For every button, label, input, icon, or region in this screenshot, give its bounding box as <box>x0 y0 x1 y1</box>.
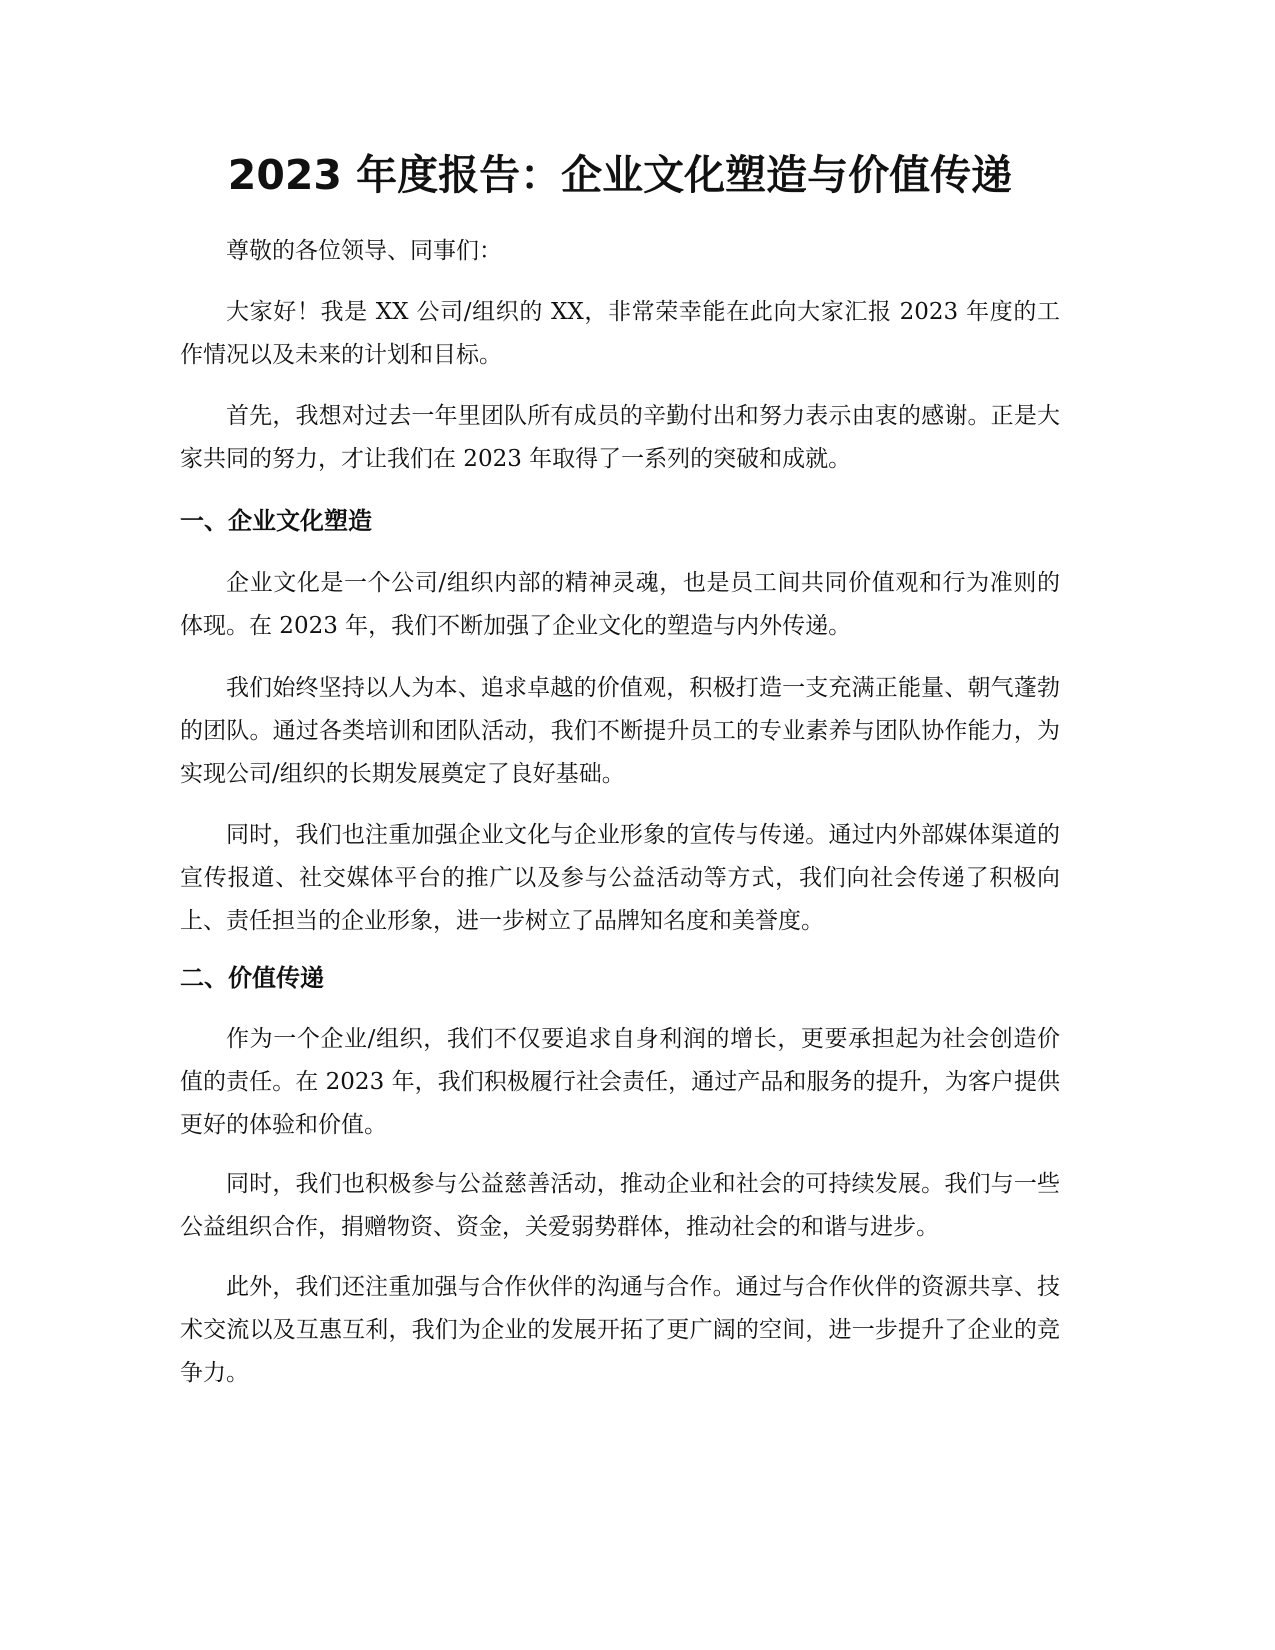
culture-paragraph-3: 同时，我们也注重加强企业文化与企业形象的宣传与传递。通过内外部媒体渠道的宣传报道、社交媒体平台的推广以及参与公益活动等方式，我们向社会传递了积极向上、责任担当的企业形象，进一步树立了品牌知名度和美誉度。 <box>180 822 1060 934</box>
section-heading-culture: 一、企业文化塑造 <box>180 507 372 535</box>
value-paragraph-1: 作为一个企业/组织，我们不仅要追求自身利润的增长，更要承担起为社会创造价值的责任。在 2023 年，我们积极履行社会责任，通过产品和服务的提升，为客户提供更好的体验和价值。 <box>180 1026 1060 1138</box>
intro-paragraph-2: 首先，我想对过去一年里团队所有成员的辛勤付出和努力表示由衷的感谢。正是大家共同的努力，才让我们在 2023 年取得了一系列的突破和成就。 <box>180 403 1060 472</box>
document-title: 2023 年度报告：企业文化塑造与价值传递 <box>227 151 1013 199</box>
intro-paragraph-1: 大家好！我是 XX 公司/组织的 XX，非常荣幸能在此向大家汇报 2023 年度的工作情况以及未来的计划和目标。 <box>180 299 1060 368</box>
value-paragraph-2: 同时，我们也积极参与公益慈善活动，推动企业和社会的可持续发展。我们与一些公益组织合作，捐赠物资、资金，关爱弱势群体，推动社会的和谐与进步。 <box>180 1171 1060 1240</box>
value-paragraph-3: 此外，我们还注重加强与合作伙伴的沟通与合作。通过与合作伙伴的资源共享、技术交流以及互惠互利，我们为企业的发展开拓了更广阔的空间，进一步提升了企业的竞争力。 <box>180 1274 1060 1386</box>
culture-paragraph-2: 我们始终坚持以人为本、追求卓越的价值观，积极打造一支充满正能量、朝气蓬勃的团队。通过各类培训和团队活动，我们不断提升员工的专业素养与团队协作能力，为实现公司/组织的长期发展奠定了良好基础。 <box>180 675 1060 787</box>
greeting-paragraph: 尊敬的各位领导、同事们： <box>226 238 502 264</box>
section-heading-value: 二、价值传递 <box>180 964 324 992</box>
culture-paragraph-1: 企业文化是一个公司/组织内部的精神灵魂，也是员工间共同价值观和行为准则的体现。在 2023 年，我们不断加强了企业文化的塑造与内外传递。 <box>180 570 1060 639</box>
